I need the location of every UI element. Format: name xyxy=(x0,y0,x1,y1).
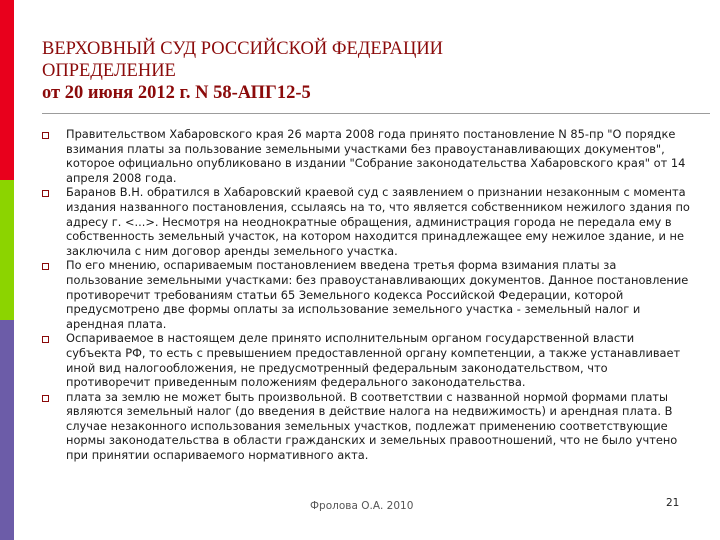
bullet-text: Правительством Хабаровского края 26 марта 2008 года принято постановление N 85-пр "О порядке взимания платы за пользование земельными участками без правоустанавливающих документов", которое официально опубликовано в издании "Собрание законодательства Хабаровского края" от 14 апреля 2008 года. xyxy=(66,127,686,185)
bullet-text: Оспариваемое в настоящем деле принято исполнительным органом государственной власти субъекта РФ, то есть с превышением предоставленной органу компетенции, а также устанавливает иной вид налогообложения, не предусмотренный федеральным законодательством, что противоречит приведенным положениям федерального законодательства. xyxy=(66,331,681,390)
bullet-list xyxy=(42,127,692,463)
square-bullet-icon xyxy=(42,190,49,197)
square-bullet-icon xyxy=(42,395,49,402)
square-bullet-icon xyxy=(42,263,49,270)
square-bullet-icon xyxy=(42,336,49,343)
bullet-item xyxy=(42,185,692,258)
title-divider xyxy=(42,113,710,114)
slide-title xyxy=(42,38,702,104)
title-document-type: ОПРЕДЕЛЕНИЕ xyxy=(42,61,176,81)
accent-bar-red xyxy=(0,0,14,180)
title-court: ВЕРХОВНЫЙ СУД РОССИЙСКОЙ ФЕДЕРАЦИИ xyxy=(42,39,444,59)
bullet-item xyxy=(42,390,692,463)
square-bullet-icon xyxy=(42,132,49,139)
bullet-item xyxy=(42,331,692,389)
bullet-item xyxy=(42,127,692,185)
bullet-text: плата за землю не может быть произвольной. В соответствии с названной нормой формами платы являются земельный налог (до введения в действие налога на недвижимость) и арендная плата. В случае незаконного использования земельных участков, подлежат применению соответствующие нормы законодательства в области гражданских и земельных правоотношений, что не было учтено при принятии оспариваемого нормативного акта. xyxy=(66,389,678,463)
bullet-text: Баранов В.Н. обратился в Хабаровский краевой суд с заявлением о признании незаконным с момента издания названного постановления, ссылаясь на то, что является собственником нежилого здания по адресу г. <...>. Несмотря на неоднократные обращения, администрация города не передала ему в собственность земельный участок, на котором находится принадлежащее ему нежилое здание, и не заключила с ним договор аренды земельного участка. xyxy=(66,185,690,258)
bullet-item xyxy=(42,258,692,331)
bullet-text: По его мнению, оспариваемым постановлением введена третья форма взимания платы за пользование земельными участками: без правоустанавливающих документов. Данное постановление противоречит требованиям статьи 65 Земельного кодекса Российской Федерации, которой предусмотрено две формы оплаты за использование земельного участка - земельный налог и арендная плата. xyxy=(66,258,689,331)
accent-bar-green xyxy=(0,180,14,320)
page-number: 21 xyxy=(666,497,680,509)
title-date-number: от 20 июня 2012 г. N 58-АПГ12-5 xyxy=(42,83,311,103)
footer-author: Фролова О.А. 2010 xyxy=(310,500,414,512)
accent-bar-purple xyxy=(0,320,14,540)
